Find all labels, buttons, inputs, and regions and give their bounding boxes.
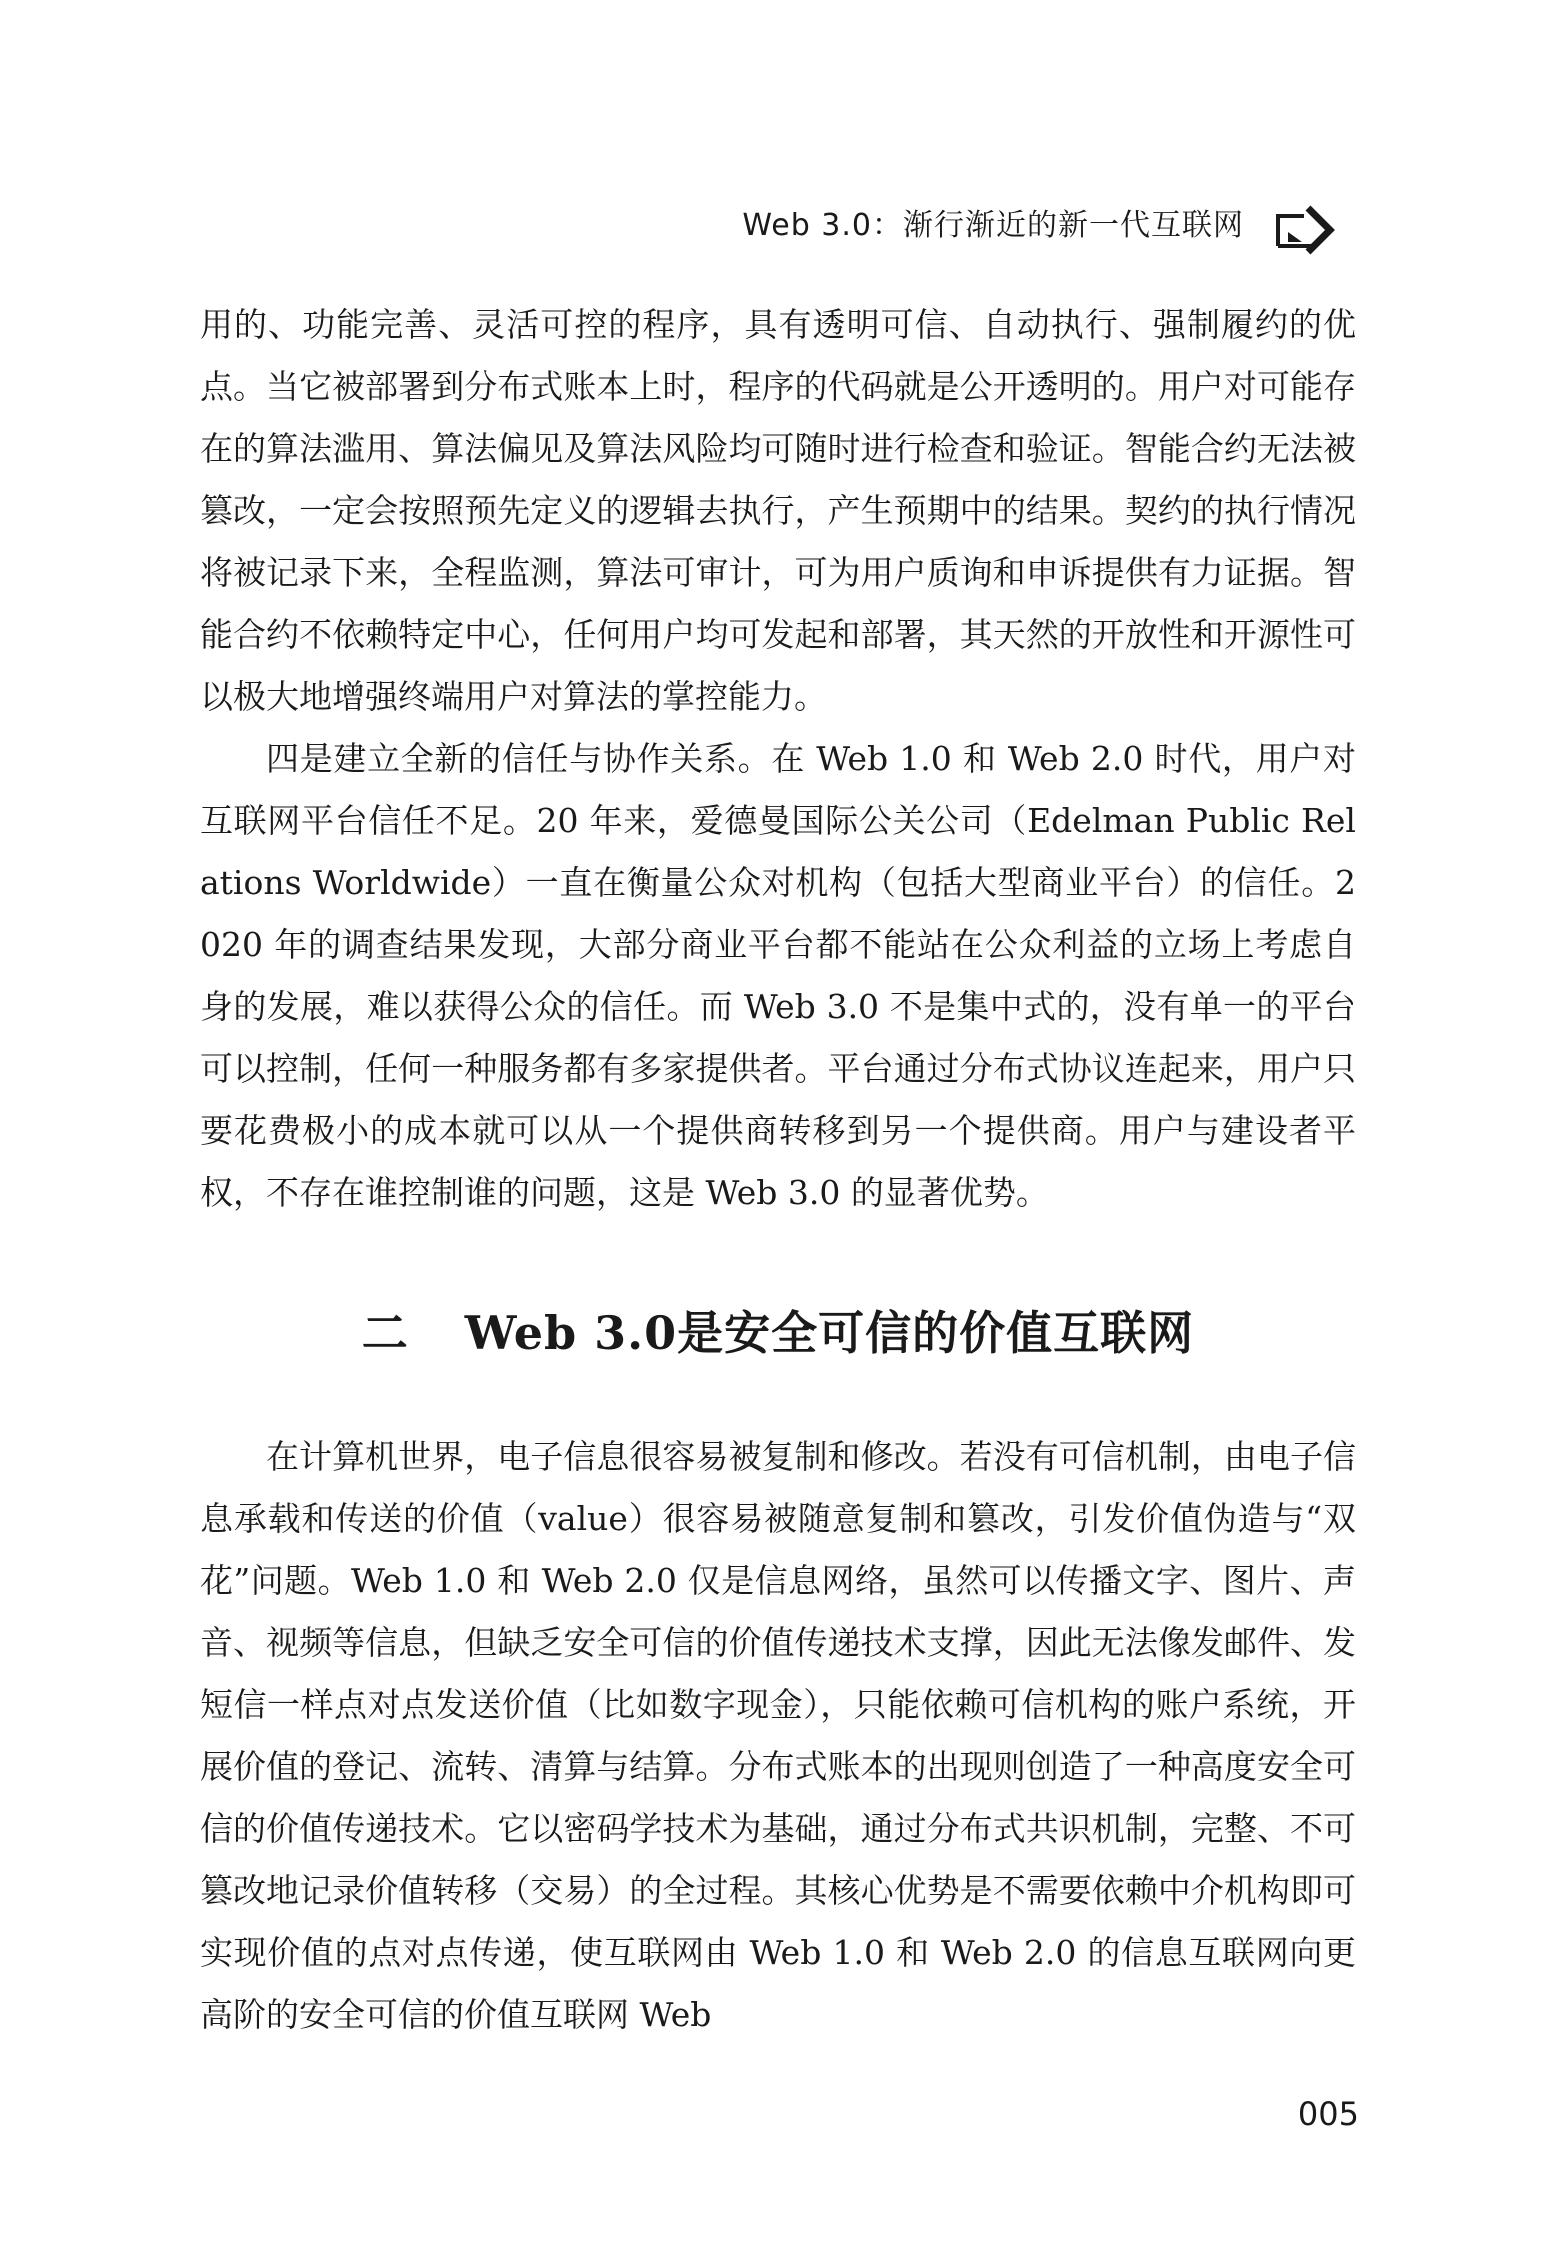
section-number: 二 xyxy=(361,1306,409,1360)
running-title: Web 3.0：渐行渐近的新一代互联网 xyxy=(742,208,1244,243)
section-heading xyxy=(200,1298,1356,1368)
section-title: Web 3.0是安全可信的价值互联网 xyxy=(464,1306,1195,1360)
paragraph-smart-contract: 用的、功能完善、灵活可控的程序，具有透明可信、自动执行、强制履约的优点。当它被部署到分布式账本上时，程序的代码就是公开透明的。用户对可能存在的算法滥用、算法偏见及算法风险均可随时进行检查和验证。智能合约无法被篡改，一定会按照预先定义的逻辑去执行，产生预期中的结果。契约的执行情况将被记录下来，全程监测，算法可审计，可为用户质询和申诉提供有力证据。智能合约不依赖特定中心，任何用户均可发起和部署，其天然的开放性和开源性可以极大地增强终端用户对算法的掌控能力。 xyxy=(200,305,1356,716)
body-text-top xyxy=(200,294,1356,1224)
running-header xyxy=(200,200,1356,260)
page-number: 005 xyxy=(1297,2095,1359,2133)
book-corner-arrow-icon xyxy=(1274,202,1350,258)
body-text-bottom xyxy=(200,1426,1356,2046)
paragraph-trust: 四是建立全新的信任与协作关系。在 Web 1.0 和 Web 2.0 时代，用户对互联网平台信任不足。20 年来，爱德曼国际公关公司（Edelman Public Relations Worldwide）一直在衡量公众对机构（包括大型商业平台）的信任。2020 年的调查结果发现，大部分商业平台都不能站在公众利益的立场上考虑自身的发展，难以获得公众的信任。而 Web 3.0 不是集中式的，没有单一的平台可以控制，任何一种服务都有多家提供者。平台通过分布式协议连起来，用户只要花费极小的成本就可以从一个提供商转移到另一个提供商。用户与建设者平权，不存在谁控制谁的问题，这是 Web 3.0 的显著优势。 xyxy=(200,739,1356,1212)
paragraph-value-internet: 在计算机世界，电子信息很容易被复制和修改。若没有可信机制，由电子信息承载和传送的价值（value）很容易被随意复制和篡改，引发价值伪造与“双花”问题。Web 1.0 和 Web 2.0 仅是信息网络，虽然可以传播文字、图片、声音、视频等信息，但缺乏安全可信的价值传递技术支撑，因此无法像发邮件、发短信一样点对点发送价值（比如数字现金），只能依赖可信机构的账户系统，开展价值的登记、流转、清算与结算。分布式账本的出现则创造了一种高度安全可信的价值传递技术。它以密码学技术为基础，通过分布式共识机制，完整、不可篡改地记录价值转移（交易）的全过程。其核心优势是不需要依赖中介机构即可实现价值的点对点传递，使互联网由 Web 1.0 和 Web 2.0 的信息互联网向更高阶的安全可信的价值互联网 Web xyxy=(200,1437,1356,2034)
